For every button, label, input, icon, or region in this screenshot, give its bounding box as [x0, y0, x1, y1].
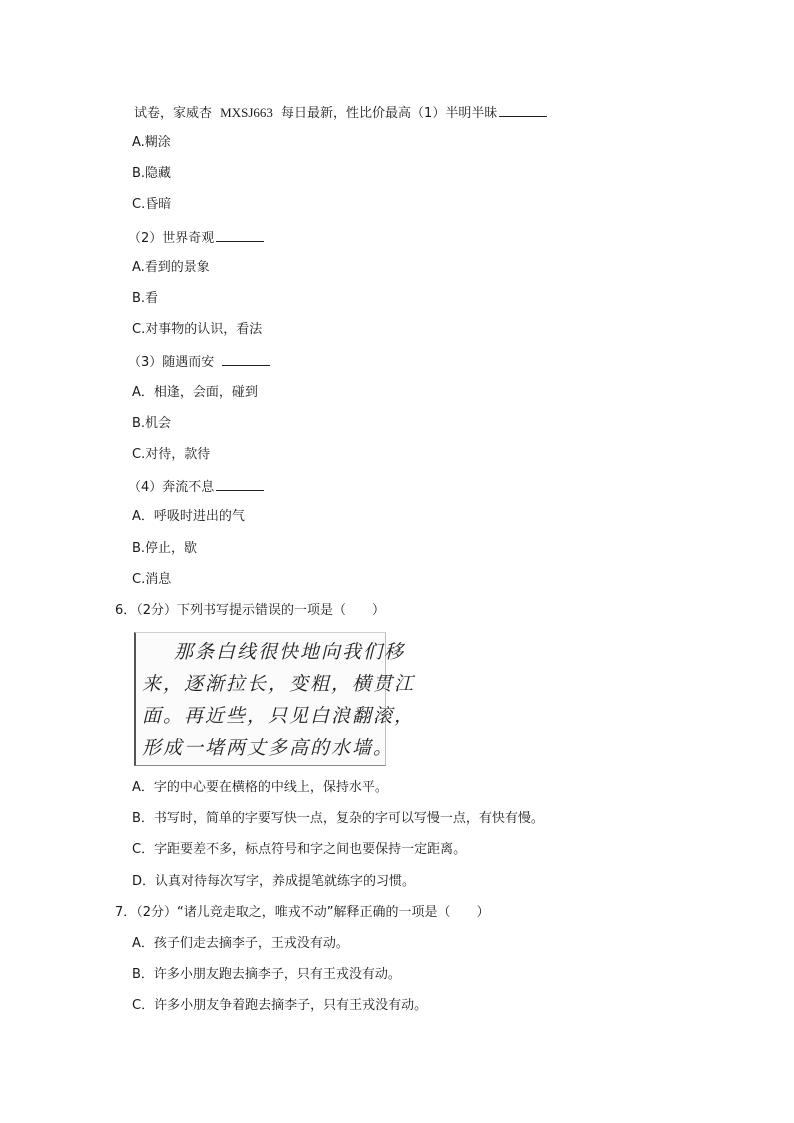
handwriting-line-4: 形成一堵两丈多高的水墙。 — [142, 737, 395, 759]
sub2-label-text: （2）世界奇观 — [128, 231, 215, 246]
q7-stem: （2分）“诸儿竞走取之，唯戎不动”解释正确的一项是（ ） — [136, 905, 490, 920]
q6-number: 6． — [115, 603, 137, 618]
q5-sub4-option-b: B.停止，歇 — [132, 541, 198, 556]
q5-sub1-option-a: A.糊涂 — [132, 135, 171, 150]
q5-sub2-option-c: C.对事物的认识，看法 — [132, 322, 263, 337]
sub3-label-text: （3）随遇而安 — [128, 355, 215, 370]
q5-sub4-option-a: A．呼吸时进出的气 — [132, 509, 245, 524]
handwriting-line-3: 面。再近些，只见白浪翻滚， — [142, 705, 416, 727]
q5-sub4-option-c: C.消息 — [132, 572, 172, 587]
q7-stem-line — [115, 904, 490, 922]
handwriting-sample-image — [134, 632, 416, 766]
header-suffix: 每日最新，性比价最高（1）半明半昧 — [281, 106, 498, 121]
q5-sub2-option-a: A.看到的景象 — [132, 260, 210, 275]
q5-header — [134, 103, 547, 123]
answer-blank-3 — [222, 352, 270, 366]
q5-sub1-option-b: B.隐藏 — [132, 166, 172, 181]
q6-option-a: A．字的中心要在横格的中线上，保持水平。 — [132, 780, 388, 795]
q6-stem: （2分）下列书写提示错误的一项是（ ） — [136, 603, 386, 618]
q7-option-c: C．许多小朋友争着跑去摘李子，只有王戎没有动。 — [132, 998, 428, 1013]
answer-blank-1 — [499, 103, 547, 117]
q5-sub3-label — [128, 352, 270, 372]
q6-option-b: B．书写时，简单的字要写快一点，复杂的字可以写慢一点，有快有慢。 — [132, 811, 544, 826]
answer-blank-4 — [216, 477, 264, 491]
q7-option-a: A．孩子们走去摘李子，王戎没有动。 — [132, 936, 349, 951]
q5-sub3-option-b: B.机会 — [132, 416, 172, 431]
q5-sub3-option-c: C.对待，款待 — [132, 447, 211, 462]
q7-option-b: B．许多小朋友跑去摘李子，只有王戎没有动。 — [132, 967, 401, 982]
q5-sub1-option-c: C.昏暗 — [132, 197, 172, 212]
q6-option-d: D．认真对待每次写字，养成提笔就练字的习惯。 — [132, 874, 416, 889]
header-prefix: 试卷，家威杏 — [134, 106, 213, 121]
q5-sub4-label — [128, 477, 264, 497]
q7-number: 7． — [115, 905, 137, 920]
sub4-label-text: （4）奔流不息 — [128, 480, 215, 495]
q6-option-c: C．字距要差不多，标点符号和字之间也要保持一定距离。 — [132, 842, 467, 857]
answer-blank-2 — [216, 228, 264, 242]
q5-sub3-option-a: A．相逢，会面，碰到 — [132, 385, 258, 400]
q5-sub2-option-b: B.看 — [132, 291, 159, 306]
handwriting-line-2: 来，逐渐拉长，变粗，横贯江 — [142, 673, 416, 695]
q5-sub2-label — [128, 228, 264, 248]
header-code: MXSJ663 — [220, 105, 273, 120]
handwriting-line-1: 那条白线很快地向我们移 — [174, 641, 406, 663]
q6-stem-line — [115, 602, 385, 620]
